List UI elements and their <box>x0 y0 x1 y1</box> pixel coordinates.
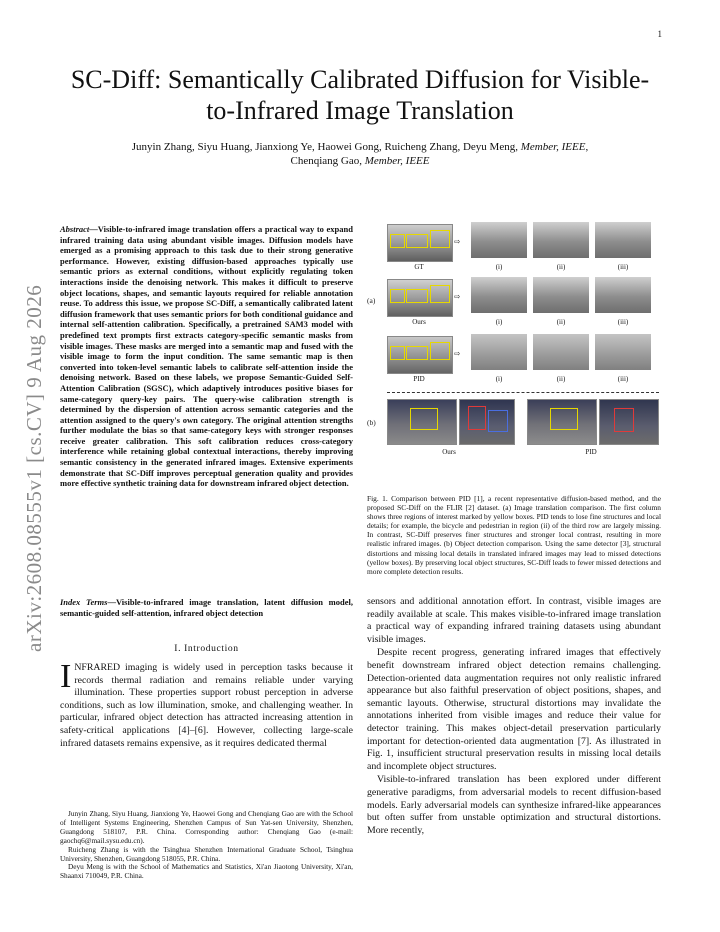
member-tag-2: Member, IEEE <box>364 155 430 167</box>
arrow-icon: ⇨ <box>454 349 461 358</box>
detect-label-pid: PID <box>585 448 597 456</box>
row-a-label: (a) <box>367 296 376 305</box>
intro-text: imaging is widely used in perception tasks because it records thermal radiation and remains reliable under varying illumination. These properties support robust perception in adverse conditions, such as low illumination, smoke, and challenging weather. In particular, infrared object detection has attracted increasing attention in safety-critical applications [4]–[6]. However, collecting large-scale infrared datasets remains expensive, as it requires dedicated thermal <box>60 662 353 749</box>
gt-crop-ii <box>533 222 589 258</box>
footnote-2: Ruicheng Zhang is with the Tsinghua Shenzhen International Graduate School, Tsinghua University, Shenzhen, Guangdong 518055, P.R. China. <box>60 844 353 863</box>
author-list: Junyin Zhang, Siyu Huang, Jianxiong Ye, Haowei Gong, Ruicheng Zhang, Deyu Meng, Member, IEEE, Chenqiang Gao, Member, IEEE <box>131 141 589 167</box>
index-terms-label: Index Terms <box>60 597 108 607</box>
intro-paragraph <box>60 658 353 750</box>
member-tag-1: Member, IEEE <box>520 141 586 153</box>
crop-label: (iii) <box>617 318 629 326</box>
right-column-text <box>367 596 661 837</box>
roi-box <box>390 234 405 248</box>
right-paragraph-2: Despite recent progress, generating infrared images that effectively benefit downstream infrared object detection remains challenging. Detection-oriented data augmentation requires not only realistic infrared appearance but also faithful preservation of object positions, shapes, and semantic layouts. Otherwise, structural distortions may invalidate the annotations inherited from visible images and reduce their value for detector training. This makes object-detail preservation particularly important for detection-oriented data augmentation [7]. As illustrated in Fig. 1, insufficient structural preservation results in missing local details and incomplete object structures. <box>367 647 661 772</box>
roi-box <box>390 289 405 303</box>
author-footnotes <box>60 810 353 881</box>
missed-detection-box <box>410 408 438 430</box>
page-number: 1 <box>657 29 662 39</box>
row-b-label: (b) <box>367 418 376 427</box>
crop-label: (i) <box>495 375 503 383</box>
ours-crop-i <box>471 277 527 313</box>
footnote-1: Junyin Zhang, Siyu Huang, Jianxiong Ye, Haowei Gong and Chenqiang Gao are with the School of Intelligent Systems Engineering, Shenzhen Campus of Sun Yat-sen University, Shenzhen, Guangdong 518107, P.R. China. Corresponding author: Chenqiang Gao (e-mail: gaochq6@mail.sysu.edu.cn). <box>60 809 353 845</box>
section-heading: I. Introduction <box>174 643 239 654</box>
gt-full-image <box>387 224 453 262</box>
authors-line-2: Chenqiang Gao, <box>290 155 362 167</box>
crop-label: (ii) <box>556 318 566 326</box>
pid-crop-i <box>471 334 527 370</box>
ours-detection-full <box>387 399 457 445</box>
ours-crop-ii <box>533 277 589 313</box>
paper-title: SC-Diff: Semantically Calibrated Diffusion for Visible-to-Infrared Image Translation <box>70 65 650 125</box>
missed-detection-box <box>550 408 578 430</box>
pid-full-image <box>387 336 453 374</box>
detection-box <box>488 410 508 432</box>
row-label-gt: GT <box>414 263 424 271</box>
detection-box <box>468 406 486 430</box>
pid-crop-ii <box>533 334 589 370</box>
figure-1 <box>367 222 661 490</box>
roi-box <box>406 346 428 360</box>
right-paragraph-3: Visible-to-infrared translation has been explored under different generative paradigms, from adversarial models to recent diffusion-based models. Early adversarial models can synthesize infrared-like appearances but often suffer from unstable optimization and structural distortions. More recently, <box>367 774 661 836</box>
footnote-3: Deyu Meng is with the School of Mathematics and Statistics, Xi'an Jiaotong University, Xi'an, Shaanxi 710049, P.R. China. <box>60 862 353 881</box>
abstract-text: —Visible-to-infrared image translation offers a practical way to expand infrared training data using abundant visible images. Diffusion models have emerged as a promising approach to this task due to their strong generative performance. However, existing diffusion-based approaches typically use semantic priors as external conditions, without explicitly regulating token interactions inside the denoising network. This makes it difficult to preserve object locations, shapes, and semantic layouts required for reliable annotation reuse. To address this issue, we propose SC-Diff, a semantically calibrated latent diffusion framework that uses semantic priors for both conditional guidance and internal self-attention calibration. Specifically, a pretrained SAM3 model with predefined text prompts first extracts category-specific semantic masks from visible images. These masks are merged into a semantic map and fused with the visible image to form the input condition. The same semantic map is then converted into token-level semantic labels to calibrate self-attention inside the denoising network. Based on these labels, we propose Semantic-Guided Self-Attention Calibration (SGSC), which adaptively introduces positive biases for same-category query-key pairs. The query-wise calibration strength is determined by the dispersion of attention across semantic categories and the attention assigned to the query's own category. The original attention strengths further modulate the bias so that same-category keys with stronger responses receive greater calibration. This soft calibration reduces cross-category interference while retaining global contextual interactions, thereby improving semantic consistency in the generated infrared images. Extensive experiments demonstrate that SC-Diff improves perceptual generation quality and provides more effective synthetic training data for downstream infrared object detection. <box>60 224 353 489</box>
roi-box <box>430 230 450 248</box>
crop-label: (ii) <box>556 263 566 271</box>
pid-crop-iii <box>595 334 651 370</box>
roi-box <box>430 342 450 360</box>
ours-full-image <box>387 279 453 317</box>
index-terms-text: —Visible-to-infrared image translation, latent diffusion model, semantic-guided self-attention, infrared object detection <box>60 597 353 618</box>
intro-first-word: NFRARED <box>74 662 121 673</box>
right-paragraph-1: sensors and additional annotation effort. In contrast, visible images are readily available at scale. This makes visible-to-infrared image translation a practical way of expanding infrared training datasets using abundant visible images. <box>367 596 661 645</box>
row-label-ours: Ours <box>412 318 426 326</box>
roi-box <box>430 285 450 303</box>
detect-label-ours: Ours <box>442 448 456 456</box>
ours-detection-zoom <box>459 399 515 445</box>
authors-line-1: Junyin Zhang, Siyu Huang, Jianxiong Ye, Haowei Gong, Ruicheng Zhang, Deyu Meng, <box>131 141 518 153</box>
abstract-label: Abstract <box>60 224 90 234</box>
roi-box <box>406 289 428 303</box>
arxiv-stamp: arXiv:2608.08555v1 [cs.CV] 9 Aug 2026 <box>22 284 46 652</box>
pid-detection-full <box>527 399 597 445</box>
crop-label: (ii) <box>556 375 566 383</box>
drop-cap: I <box>60 658 72 695</box>
dashed-divider <box>387 392 659 393</box>
crop-label: (i) <box>495 318 503 326</box>
detection-box <box>614 408 634 432</box>
roi-box <box>406 234 428 248</box>
crop-label: (iii) <box>617 375 629 383</box>
figure-caption: Fig. 1. Comparison between PID [1], a recent representative diffusion-based method, and the proposed SC-Diff on the FLIR [2] dataset. (a) Image translation comparison. The first column shows three regions of interest marked by yellow boxes. PID tends to lose fine structures and local details; for example, the bicycle and pedestrian in region (ii) of the third row are largely missing. In contrast, SC-Diff preserves finer structures and stronger local contrast, resulting in more realistic infrared images. (b) Object detection comparison. Using the same detector [3], structural distortions and missing local details in translated infrared images may lead to missed detections (yellow boxes). By preserving local object structures, SC-Diff leads to fewer missed detections and more complete detection results. <box>367 494 661 576</box>
gt-crop-i <box>471 222 527 258</box>
crop-label: (iii) <box>617 263 629 271</box>
arrow-icon: ⇨ <box>454 292 461 301</box>
crop-label: (i) <box>495 263 503 271</box>
gt-crop-iii <box>595 222 651 258</box>
index-terms <box>60 597 353 618</box>
arrow-icon: ⇨ <box>454 237 461 246</box>
roi-box <box>390 346 405 360</box>
abstract <box>60 224 353 489</box>
row-label-pid: PID <box>413 375 425 383</box>
pid-detection-zoom <box>599 399 659 445</box>
ours-crop-iii <box>595 277 651 313</box>
